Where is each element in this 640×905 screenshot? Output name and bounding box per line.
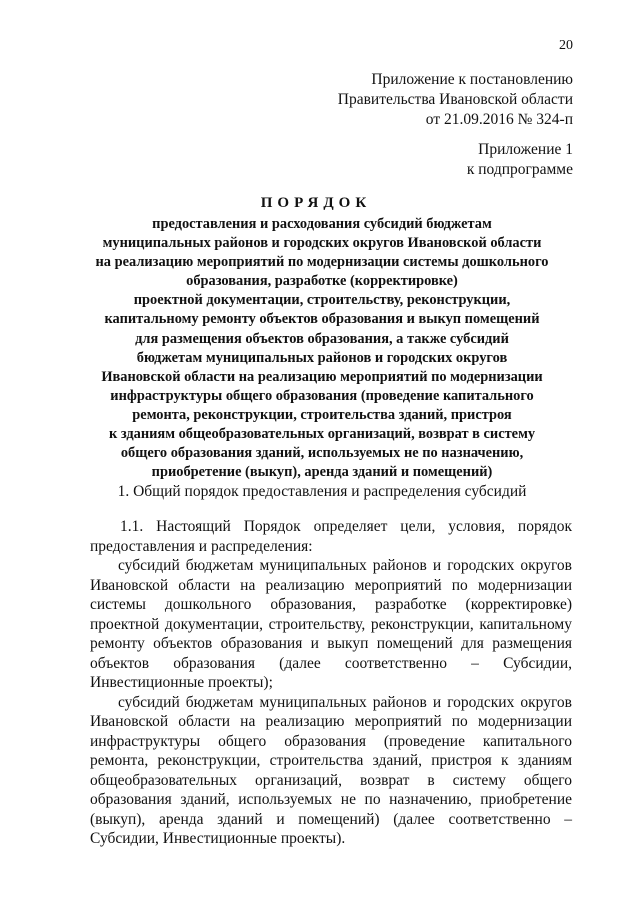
- appendix-header: [338, 70, 573, 130]
- paragraph: субсидий бюджетам муниципальных районов и городских округов Ивановской области на реализацию мероприятий по модернизации инфраструктуры общего образования (проведение капитального ремонта, реконструкции, строительства зданий, пристроя к зданиям общеобразовательных организаций, возврат в систему общего образования зданий, используемых не по назначению, приобретение (выкуп), аренда зданий и помещений) (далее соответственно – Субсидии, Инвестиционные проекты).: [90, 693, 572, 847]
- appendix-line-3: от 21.09.2016 № 324-п: [425, 111, 573, 128]
- subtitle-line: инфраструктуры общего образования (проведение капитального: [110, 387, 534, 404]
- subtitle-line: образования, разработке (корректировке): [186, 273, 458, 290]
- document-subtitle: [72, 215, 572, 482]
- document-body: [90, 517, 572, 849]
- subappendix-line-1: Приложение 1: [478, 141, 573, 158]
- subtitle-line: предоставления и расходования субсидий бюджетам: [152, 216, 492, 232]
- page-number: 20: [559, 38, 573, 53]
- subtitle-line: к зданиям общеобразовательных организаций, возврат в систему: [108, 426, 536, 443]
- paragraph: 1.1. Настоящий Порядок определяет цели, условия, порядок предоставления и распределения:: [90, 518, 572, 555]
- section-heading: 1. Общий порядок предоставления и распределения субсидий: [117, 483, 527, 500]
- paragraph: субсидий бюджетам муниципальных районов и городских округов Ивановской области на реализацию мероприятий по модернизации системы дошкольного образования, разработке (корректировке) проектной документации, строительству, реконструкции, капитальному ремонту объектов образования и выкуп помещений для размещения объектов образования (далее соответственно – Субсидии, Инвестиционные проекты);: [90, 557, 572, 691]
- subtitle-line: для размещения объектов образования, а также субсидий: [135, 330, 509, 347]
- subtitle-line: ремонта, реконструкции, строительства зданий, пристроя: [132, 406, 512, 423]
- subtitle-line: муниципальных районов и городских округов Ивановской области: [102, 235, 542, 252]
- appendix-line-2: Правительства Ивановской области: [337, 91, 573, 108]
- subappendix-line-2: к подпрограмме: [466, 161, 573, 178]
- subtitle-line: проектной документации, строительству, реконструкции,: [133, 292, 511, 309]
- subtitle-line: бюджетам муниципальных районов и городских округов: [136, 349, 508, 366]
- subappendix-header: [467, 140, 573, 180]
- subtitle-line: приобретение (выкуп), аренда зданий и помещений): [151, 464, 493, 481]
- document-title: ПОРЯДОК: [260, 195, 372, 211]
- appendix-line-1: Приложение к постановлению: [371, 71, 573, 88]
- subtitle-line: капитальному ремонту объектов образования и выкуп помещений: [104, 311, 540, 328]
- subtitle-line: Ивановской области на реализацию мероприятий по модернизации: [101, 368, 543, 385]
- subtitle-line: на реализацию мероприятий по модернизации системы дошкольного: [95, 254, 549, 271]
- subtitle-line: общего образования зданий, используемых не по назначению,: [120, 445, 524, 462]
